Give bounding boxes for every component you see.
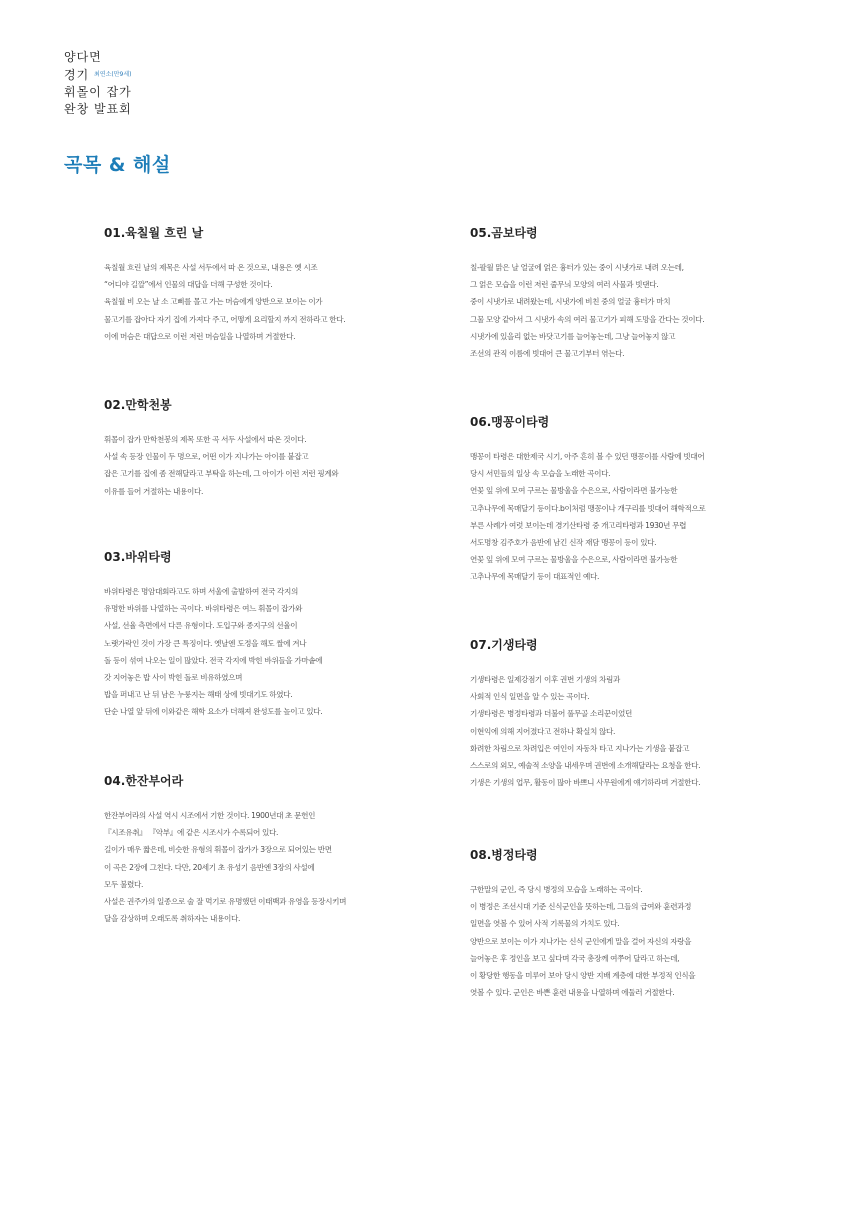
body-line: 스스로의 외모, 예술적 소양을 내세우며 권번에 소개해달라는 요청을 한다.: [470, 761, 701, 771]
body-line: 바위타령은 명암대회라고도 하며 서울에 출발하여 전국 각지의: [104, 587, 299, 596]
body-line: 잡은 고기를 집에 좀 전해달라고 부탁을 하는데, 그 아이가 이런 저런 핑계와: [104, 469, 339, 479]
logo-subtitle: 최연소(만9세): [94, 71, 132, 78]
body-line: 갓 지어놓은 밥 사이 박힌 돌로 비유하였으며: [104, 673, 243, 683]
logo-line: 양다면: [64, 50, 102, 64]
section-body: [104, 807, 346, 927]
program-section: [104, 772, 346, 927]
section-body: [104, 583, 322, 721]
body-line: 기생타령은 일제강점기 이후 권번 기생의 차림과: [470, 675, 621, 684]
body-line: 유명한 바위를 나열하는 곡이다. 바위타령은 여느 휘몰이 잡가와: [104, 604, 303, 614]
body-line: 단순 나열 앞 뒤에 이와같은 해학 요소가 더해져 완성도를 높이고 있다.: [104, 707, 323, 717]
body-line: 달을 감상하며 오래도록 취하자는 내용이다.: [104, 914, 241, 924]
section-body: [470, 448, 705, 586]
program-section: [104, 548, 322, 721]
body-line: 엿볼 수 있다. 군인은 바쁜 훈련 내용을 나열하며 에둘러 거절한다.: [470, 988, 675, 998]
body-line: 화려한 차림으로 차려입은 여인이 자동차 타고 지나가는 기생을 붙잡고: [470, 743, 690, 753]
body-line: 중이 시냇가로 내려왔는데, 시냇가에 비친 중의 얼굴 흉터가 마치: [470, 297, 671, 307]
body-line: 서도명창 김주호가 음반에 남긴 신작 재담 맹꽁이 등이 있다.: [470, 538, 657, 548]
section-title: 02.만학천봉: [104, 398, 172, 412]
body-line: 밥을 퍼내고 난 뒤 남은 누룽지는 해태 상에 빗대기도 하였다.: [104, 690, 293, 700]
body-line: 고추나무에 목매달기 등이 대표적인 예다.: [470, 572, 600, 582]
body-line: 사회적 인식 일면을 알 수 있는 곡이다.: [470, 692, 590, 702]
body-line: 이현익에 의해 지어졌다고 전하나 확실치 않다.: [470, 726, 616, 736]
program-section: [470, 636, 700, 791]
section-body: [470, 259, 704, 362]
logo-line: 경기: [64, 68, 90, 82]
body-line: 시냇가에 있을리 없는 바닷고기를 늘어놓는데, 그냥 늘어놓지 않고: [470, 331, 676, 341]
section-title: 07.기생타령: [470, 638, 538, 652]
section-body: [104, 431, 338, 500]
body-line: 당시 서민들의 일상 속 모습을 노래한 곡이다.: [470, 469, 611, 479]
body-line: 이 곡은 2장에 그친다. 다만, 20세기 초 유성기 음반엔 3장의 사설에: [104, 862, 315, 872]
section-title: 04.한잔부어라: [104, 774, 184, 788]
body-line: 이 병정은 조선시대 기준 신식군인을 뜻하는데, 그들의 급여와 훈련과정: [470, 902, 692, 912]
body-line: 사설, 선율 측면에서 다른 유형이다. 도입구와 종지구의 선율이: [104, 621, 298, 631]
body-line: 일면을 엿볼 수 있어 사적 기록물의 가치도 있다.: [470, 919, 620, 929]
body-line: 육칠월 비 오는 날 소 고삐를 몰고 가는 머슴에게 양반으로 보이는 이가: [104, 297, 323, 307]
body-line: 휘몰이 잡가 만학천봉의 제목 또한 곡 서두 사설에서 따온 것이다.: [104, 435, 307, 444]
section-title: 03.바위타령: [104, 550, 172, 564]
body-line: 연꽃 잎 위에 모여 구르는 물방울을 수은으로, 사람이라면 불가능한: [470, 486, 678, 496]
section-body: [470, 881, 695, 1001]
logo-line: 완창 발표회: [64, 102, 132, 116]
body-line: 이 황당한 행동을 미루어 보아 당시 양반 지배 계층에 대한 부정적 인식을: [470, 971, 696, 981]
body-line: 그물 모양 같아서 그 시냇가 속의 여러 물고기가 피해 도망을 간다는 것이다.: [470, 314, 705, 324]
body-line: 돌 등이 섞여 나오는 일이 많았다. 전국 각지에 박힌 바위들을 가마솥에: [104, 655, 323, 665]
section-body: [104, 259, 345, 345]
page-title: 곡목 & 해설: [64, 154, 171, 176]
body-line: 한잔부어라의 사설 역시 시조에서 기한 것이다. 1900년대 초 문헌인: [104, 811, 316, 820]
section-title: 05.곰보타령: [470, 226, 538, 240]
body-line: 기생타령은 병정타령과 더불어 풀무골 소리꾼이었던: [470, 709, 632, 719]
body-line: 이유를 들어 거절하는 내용이다.: [104, 486, 204, 496]
section-title: 06.맹꽁이타령: [470, 415, 550, 429]
body-line: “어디야 길깔”에서 인물의 대답을 더해 구성한 것이다.: [104, 280, 273, 290]
body-line: 육칠월 흐린 날의 제목은 사설 서두에서 따 온 것으로, 내용은 옛 시조: [104, 263, 318, 272]
body-line: 그 얽은 모습을 이런 저런 줄무늬 모양의 여러 사물과 빗댄다.: [470, 280, 659, 290]
body-line: 맹꽁이 타령은 대한제국 시기, 아주 흔히 볼 수 있던 맹꽁이를 사람에 빗대어: [470, 452, 705, 461]
body-line: 조선의 관직 이름에 빗대어 큰 물고기부터 엮는다.: [470, 349, 625, 359]
body-line: 『시조유취』 『악부』에 같은 시조시가 수록되어 있다.: [104, 828, 279, 838]
body-line: 이에 머슴은 대답으로 이런 저런 머슴일을 나열하며 거절한다.: [104, 331, 296, 341]
body-line: 기생은 기생의 업무, 활동이 많아 바쁘니 사무원에게 얘기하라며 거절한다.: [470, 778, 701, 788]
body-line: 양반으로 보이는 이가 지나가는 신식 군인에게 말을 걸어 자신의 자랑을: [470, 936, 692, 946]
program-section: [470, 413, 705, 586]
event-logo: [64, 50, 184, 130]
program-section: [470, 846, 695, 1001]
body-line: 늘어놓은 후 정인을 보고 싶다며 각국 총장께 여쭈어 달라고 하는데,: [470, 953, 680, 963]
body-line: 부른 사례가 여럿 보이는데 경기산타령 중 개고리타령과 1930년 무렵: [470, 520, 687, 530]
body-line: 물고기를 잡아다 자기 집에 가져다 주고, 어떻게 요리할지 까지 전하라고 한다.: [104, 314, 346, 324]
body-line: 사설 속 등장 인물이 두 명으로, 어떤 이가 지나가는 아이를 붙잡고: [104, 452, 309, 462]
body-line: 사설은 권주가의 일종으로 술 잘 먹기로 유명했던 이태백과 유영을 등장시키며: [104, 897, 347, 907]
body-line: 칠-팔월 맑은 날 얼굴에 얽은 흉터가 있는 중이 시냇가로 내려 오는데,: [470, 263, 684, 272]
program-section: [104, 224, 345, 345]
body-line: 구한말의 군인, 즉 당시 병정의 모습을 노래하는 곡이다.: [470, 885, 643, 894]
body-line: 모두 불렸다.: [104, 879, 144, 889]
body-line: 연꽃 잎 위에 모여 구르는 물방울을 수은으로, 사람이라면 불가능한: [470, 555, 678, 565]
program-section: [470, 224, 704, 362]
body-line: 노랫가락인 것이 가장 큰 특징이다. 옛날엔 도정을 해도 쌀에 겨나: [104, 638, 307, 648]
body-line: 길이가 매우 짧은데, 비슷한 유형의 휘몰이 잡가가 3장으로 되어있는 반면: [104, 845, 332, 855]
body-line: 고추나무에 목매달기 등이다.b이처럼 맹꽁이나 개구리를 빗대어 해학적으로: [470, 503, 706, 513]
section-title: 08.병정타령: [470, 848, 538, 862]
section-body: [470, 671, 700, 791]
logo-line: 휘몰이 잡가: [64, 85, 132, 99]
section-title: 01.육칠월 흐린 날: [104, 226, 204, 240]
program-section: [104, 396, 338, 500]
